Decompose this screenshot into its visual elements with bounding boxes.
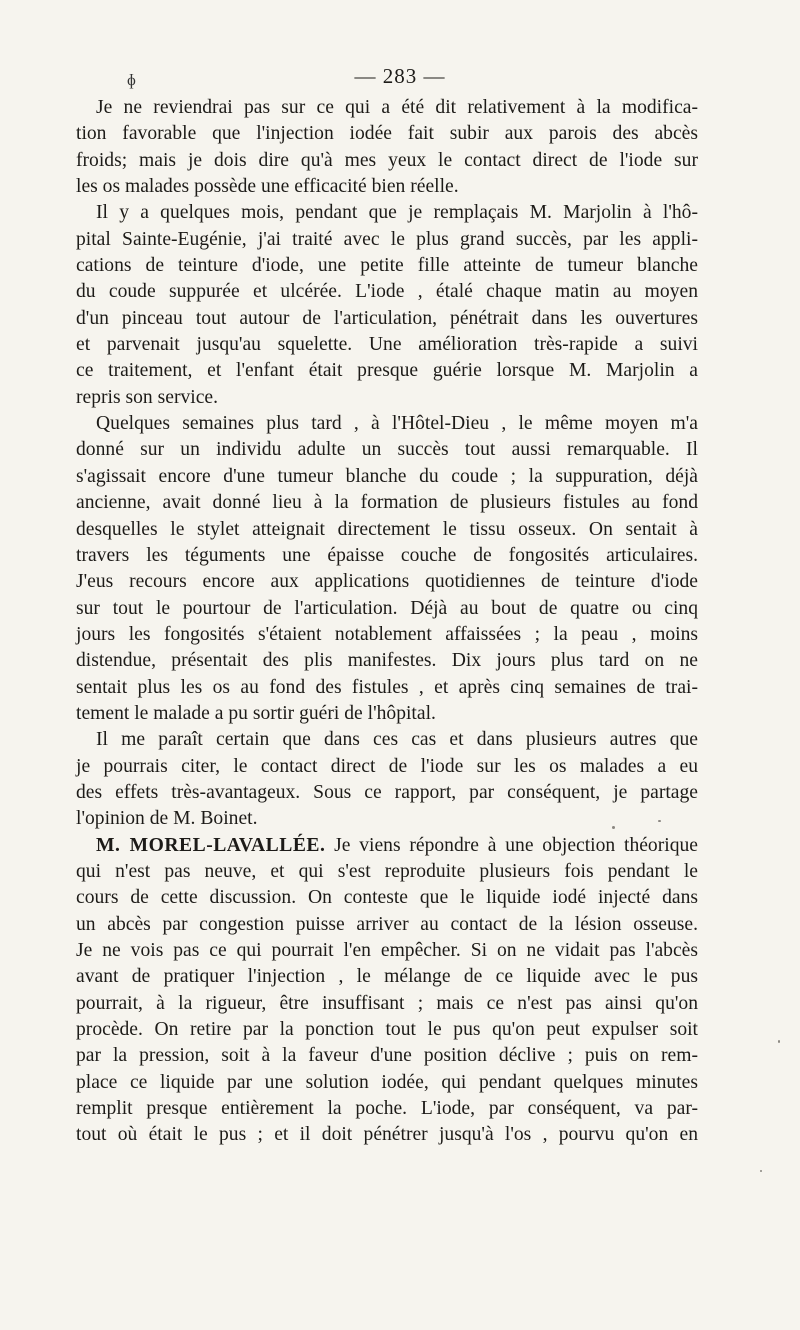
paragraph — [76, 833, 698, 1149]
text-line: pourrait, à la rigueur, être insuffisant ; mais ce n'est pas ainsi qu'on — [76, 992, 698, 1014]
text-line: Je ne vois pas ce qui pourrait l'en empêcher. Si on ne vidait pas l'abcès — [76, 940, 698, 961]
text-line: l'opinion de M. Boinet. — [76, 808, 258, 830]
text-line: cations de teinture d'iode, une petite fille atteinte de tumeur blanche — [76, 255, 698, 277]
paper-speck — [778, 1040, 780, 1043]
text-line: Je ne reviendrai pas sur ce qui a été dit relativement à la modifica- — [96, 97, 698, 118]
text-line: s'agissait encore d'une tumeur blanche du coude ; la suppuration, déjà — [76, 465, 698, 487]
text-line: cours de cette discussion. On conteste que le liquide iodé injecté dans — [76, 887, 698, 909]
text-line: Il y a quelques mois, pendant que je remplaçais M. Marjolin à l'hô- — [96, 202, 698, 224]
text-line — [76, 833, 698, 859]
text-line: donné sur un individu adulte un succès tout aussi remarquable. Il — [76, 439, 698, 461]
text-line: Quelques semaines plus tard , à l'Hôtel-Dieu , le même moyen m'a — [96, 413, 698, 435]
text-line: les os malades possède une efficacité bien réelle. — [76, 176, 459, 198]
text-line: sentait plus les os au fond des fistules , et après cinq semaines de trai- — [76, 676, 698, 698]
text-line: tement le malade a pu sortir guéri de l'hôpital. — [76, 702, 436, 724]
text-line: pital Sainte-Eugénie, j'ai traité avec le plus grand succès, par les appli- — [76, 228, 698, 250]
text-line: par la pression, soit à la faveur d'une position déclive ; puis on rem- — [76, 1045, 698, 1067]
text-fragment: Je viens répondre à une objection théorique — [325, 834, 698, 856]
paragraph — [76, 411, 698, 727]
text-line: procède. On retire par la ponction tout le pus qu'on peut expulser soit — [76, 1019, 698, 1041]
paper-speck — [612, 826, 615, 829]
paper-speck — [658, 820, 661, 822]
text-line: travers les téguments une épaisse couche de fongosités articulaires. — [76, 544, 698, 566]
speaker-name: M. MOREL-LAVALLÉE. — [96, 834, 326, 856]
text-line: jours les fongosités s'étaient notablement affaissées ; la peau , moins — [76, 623, 698, 645]
text-line: ancienne, avait donné lieu à la formation de plusieurs fistules au fond — [76, 492, 698, 514]
text-line: J'eus recours encore aux applications quotidiennes de teinture d'iode — [76, 571, 698, 593]
page-number: — 283 — — [354, 64, 446, 88]
paper-speck — [760, 1170, 762, 1172]
text-line: un abcès par congestion puisse arriver au contact de la lésion osseuse. — [76, 913, 698, 935]
text-line: remplit presque entièrement la poche. L'iode, par conséquent, va par- — [76, 1098, 698, 1120]
text-line: repris son service. — [76, 386, 219, 408]
text-line: tout où était le pus ; et il doit pénétrer jusqu'à l'os , pourvu qu'on en — [76, 1124, 698, 1146]
text-line: avant de pratiquer l'injection , le mélange de ce liquide avec le pus — [76, 966, 698, 988]
text-line: Il me paraît certain que dans ces cas et dans plusieurs autres que — [96, 729, 698, 751]
ink-mark: ɸ — [127, 72, 136, 89]
text-line: tion favorable que l'injection iodée fait subir aux parois des abcès — [76, 123, 698, 145]
text-line: place ce liquide par une solution iodée, qui pendant quelques minutes — [76, 1071, 698, 1093]
text-line: sur tout le pourtour de l'articulation. Déjà au bout de quatre ou cinq — [76, 597, 698, 619]
body-text — [76, 95, 698, 1149]
text-line: d'un pinceau tout autour de l'articulation, pénétrait dans les ouvertures — [76, 307, 698, 329]
text-line: desquelles le stylet atteignait directement le tissu osseux. On sentait à — [76, 518, 698, 540]
paragraph — [76, 727, 698, 832]
text-line: ce traitement, et l'enfant était presque guérie lorsque M. Marjolin a — [76, 360, 698, 382]
text-line: froids; mais je dois dire qu'à mes yeux le contact direct de l'iode sur — [76, 149, 698, 171]
paragraph — [76, 200, 698, 411]
text-line: et parvenait jusqu'au squelette. Une amélioration très-rapide a suivi — [76, 334, 698, 356]
text-line: distendue, présentait des plis manifestes. Dix jours plus tard on ne — [76, 650, 698, 672]
text-line: des effets très-avantageux. Sous ce rapport, par conséquent, je partage — [76, 781, 698, 803]
text-line: je pourrais citer, le contact direct de l'iode sur les os malades a eu — [76, 755, 698, 777]
text-line: du coude suppurée et ulcérée. L'iode , étalé chaque matin au moyen — [76, 281, 698, 303]
text-line: qui n'est pas neuve, et qui s'est reproduite plusieurs fois pendant le — [76, 860, 698, 882]
paragraph — [76, 95, 698, 200]
